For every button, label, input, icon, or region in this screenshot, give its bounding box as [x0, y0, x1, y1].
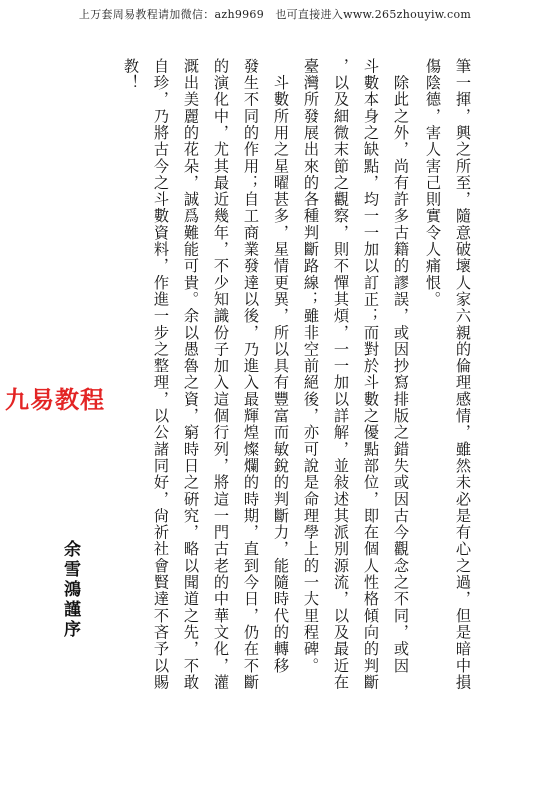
preface-body [70, 58, 470, 748]
text-column: 臺灣所發展出來的各種判斷路線；雖非空前絕後，亦可說是命理學上的一大里程碑。 [302, 58, 320, 675]
text-column: 斗數所用之星曜甚多，星情更異，所以具有豐富而敏銳的判斷力，能隨時代的轉移 [272, 58, 290, 675]
text-column: 斗數本身之缺點，均一一加以訂正；而對於斗數之優點部位，即在個人性格傾向的判斷 [362, 58, 380, 691]
text-column: ，以及細微末節之觀察，則不憚其煩，一一加以詳解，並敍述其派別源流，以及最近在 [332, 58, 350, 691]
text-column: 發生不同的作用；自工商業發達以後，乃進入最輝煌燦爛的時期，直到今日，仍在不斷 [242, 58, 260, 691]
text-column: 除此之外，尚有許多古籍的謬誤，或因抄寫排版之錯失或因古今觀念之不同，或因 [392, 58, 410, 675]
watermark-logo: 九易教程 [5, 386, 105, 414]
text-column: 自珍，乃將古今之斗數資料，作進一步之整理，以公諸同好，尙祈社會賢達不吝予以賜 [152, 58, 170, 691]
author-signature: 余雪鴻謹序 [60, 540, 80, 640]
text-column: 教！ [122, 58, 140, 92]
text-column: 的演化中，尤其最近幾年，不少知識份子加入這個行列，將這一門古老的中華文化，灌 [212, 58, 230, 691]
text-column: 傷陰德，害人害己則實令人痛恨。 [424, 58, 442, 308]
text-column: 筆一揮，興之所至，隨意破壞人家六親的倫理感情，雖然未必是有心之過，但是暗中損 [454, 58, 472, 691]
header-banner: 上万套周易教程请加微信：azh9969 也可直接进入www.265zhouyiw.com [78, 8, 472, 21]
text-column: 溉出美麗的花朵，誠爲難能可貴。余以愚魯之資，窮時日之硏究，略以聞道之先，不敢 [182, 58, 200, 691]
